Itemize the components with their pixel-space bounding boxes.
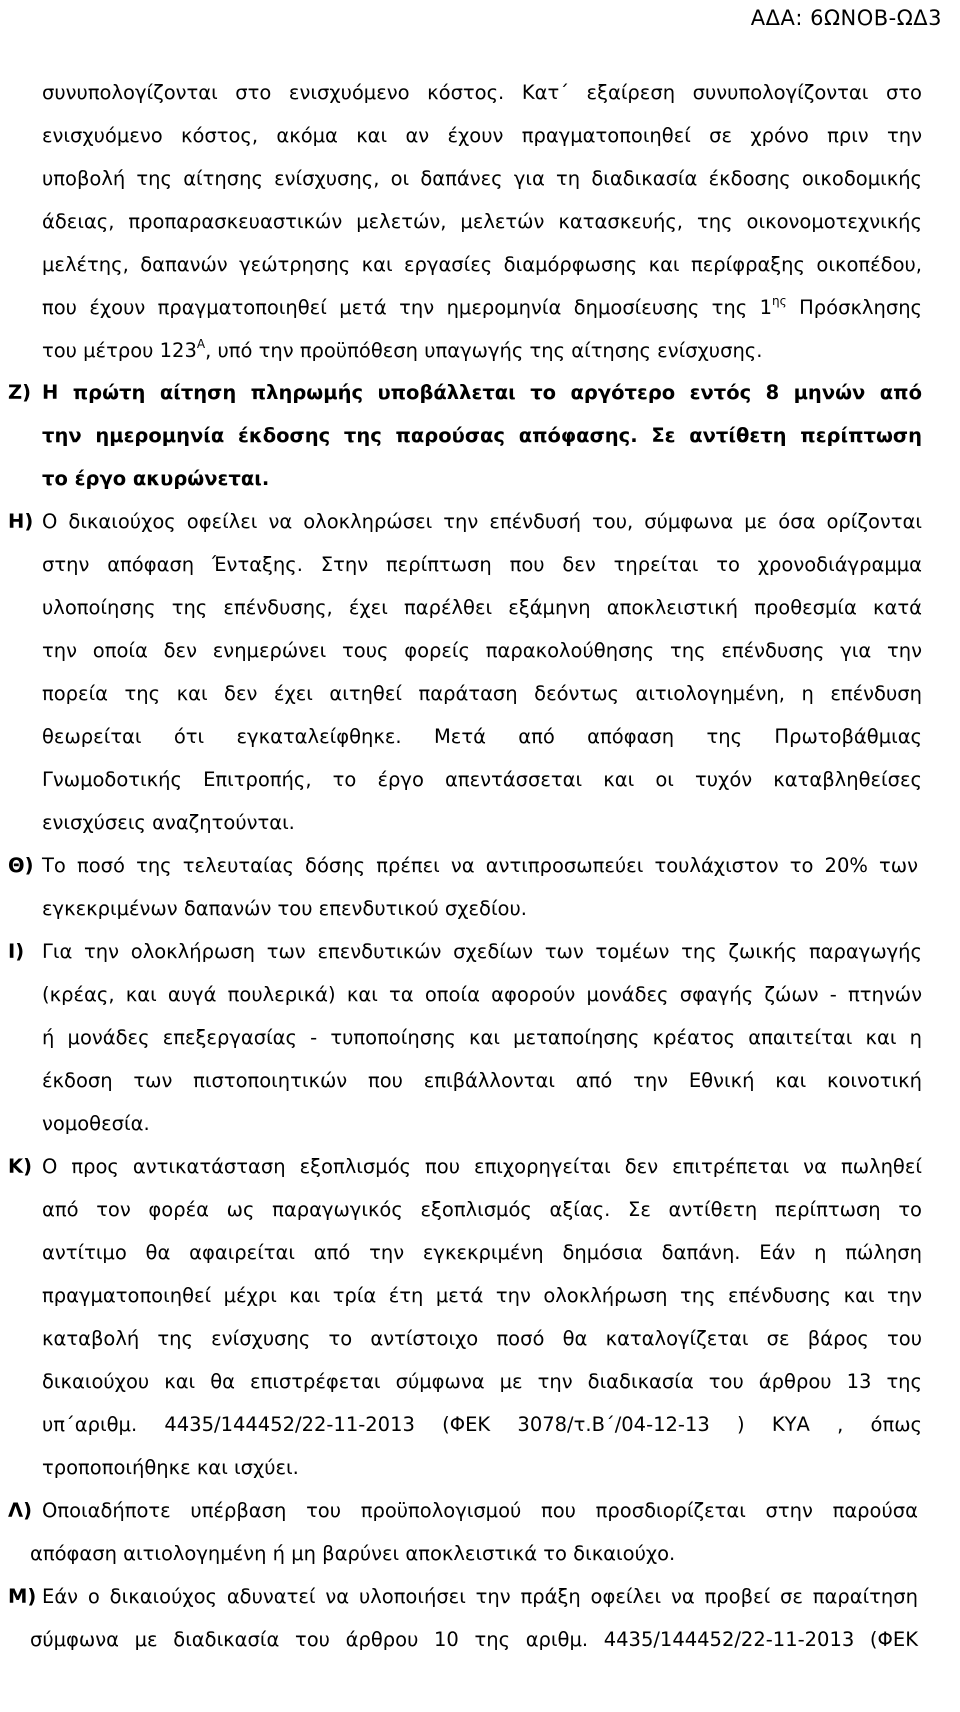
item-k-line-7: υπ΄αριθμ. 4435/144452/22-11-2013 (ΦΕΚ 3078/τ.Β΄/04-12-13 ) ΚΥΑ , όπως	[42, 1413, 922, 1436]
item-h-line-2: στην απόφαση Ένταξης. Στην περίπτωση που δεν τηρείται το χρονοδιάγραμμα	[42, 553, 922, 576]
item-th-label: Θ)	[8, 854, 34, 877]
item-th-line-2: εγκεκριμένων δαπανών του επενδυτικού σχεδίου.	[42, 897, 527, 920]
item-h-line-4: την οποία δεν ενημερώνει τους φορείς παρακολούθησης της επένδυσης για την	[42, 639, 922, 662]
item-z-line-1: Η πρώτη αίτηση πληρωμής υποβάλλεται το αργότερο εντός 8 μηνών από	[42, 381, 922, 404]
item-i-line-1: Για την ολοκλήρωση των επενδυτικών σχεδίων των τομέων της ζωικής παραγωγής	[42, 940, 922, 963]
item-h-label: Η)	[8, 510, 34, 533]
item-k-line-4: πραγματοποιηθεί μέχρι και τρία έτη μετά την ολοκλήρωση της επένδυσης και την	[42, 1284, 922, 1307]
intro-line-3: υποβολή της αίτησης ενίσχυσης, οι δαπάνες για τη διαδικασία έκδοσης οικοδομικής	[42, 167, 922, 190]
intro-line-7-sup: Α	[196, 337, 206, 351]
intro-line-7	[42, 338, 762, 364]
item-h-line-3: υλοποίησης της επένδυσης, έχει παρέλθει εξάμηνη αποκλειστική προθεσμία κατά	[42, 596, 922, 619]
item-z-line-3: το έργο ακυρώνεται.	[42, 467, 270, 490]
item-k-line-6: δικαιούχου και θα επιστρέφεται σύμφωνα με την διαδικασία του άρθρου 13 της	[42, 1370, 922, 1393]
item-k-line-8: τροποποιήθηκε και ισχύει.	[42, 1456, 299, 1479]
item-i-line-5: νομοθεσία.	[42, 1112, 150, 1135]
item-k-line-5: καταβολή της ενίσχυσης το αντίστοιχο ποσό θα καταλογίζεται σε βάρος του	[42, 1327, 922, 1350]
intro-line-2: ενισχυόμενο κόστος, ακόμα και αν έχουν πραγματοποιηθεί σε χρόνο πριν την	[42, 124, 922, 147]
item-l-label: Λ)	[8, 1499, 33, 1522]
intro-line-6	[42, 295, 922, 321]
item-z-line-2: την ημερομηνία έκδοσης της παρούσας απόφασης. Σε αντίθετη περίπτωση	[42, 424, 922, 447]
item-h-line-7: Γνωμοδοτικής Επιτροπής, το έργο απεντάσσεται και οι τυχόν καταβληθείσες	[42, 768, 922, 791]
item-i-line-4: έκδοση των πιστοποιητικών που επιβάλλονται από την Εθνική και κοινοτική	[42, 1069, 922, 1092]
intro-line-7-a: του μέτρου 123	[42, 339, 197, 362]
intro-line-1: συνυπολογίζονται στο ενισχυόμενο κόστος. Κατ΄ εξαίρεση συνυπολογίζονται στο	[42, 81, 922, 104]
intro-line-4: άδειας, προπαρασκευαστικών μελετών, μελετών κατασκευής, της οικονομοτεχνικής	[42, 210, 922, 233]
item-l-line-1: Οποιαδήποτε υπέρβαση του προϋπολογισμού που προσδιορίζεται στην παρούσα	[42, 1499, 918, 1522]
item-h-line-5: πορεία της και δεν έχει αιτηθεί παράταση δεόντως αιτιολογημένη, η επένδυση	[42, 682, 922, 705]
item-i-label: Ι)	[8, 940, 25, 963]
intro-line-5: μελέτης, δαπανών γεώτρησης και εργασίες διαμόρφωσης και περίφραξης οικοπέδου,	[42, 253, 922, 276]
item-h-line-6: θεωρείται ότι εγκαταλείφθηκε. Μετά από απόφαση της Πρωτοβάθμιας	[42, 725, 922, 748]
item-m-line-2: σύμφωνα με διαδικασία του άρθρου 10 της αριθμ. 4435/144452/22-11-2013 (ΦΕΚ	[30, 1628, 918, 1651]
intro-line-6-a: που έχουν πραγματοποιηθεί μετά την ημερομηνία δημοσίευσης της 1	[42, 296, 773, 319]
item-th-line-1: Το ποσό της τελευταίας δόσης πρέπει να αντιπροσωπεύει τουλάχιστον το 20% των	[42, 854, 918, 877]
intro-line-6-sup: ης	[772, 294, 787, 308]
item-k-line-3: αντίτιμο θα αφαιρείται από την εγκεκριμένη δημόσια δαπάνη. Εάν η πώληση	[42, 1241, 922, 1264]
item-m-line-1: Εάν ο δικαιούχος αδυνατεί να υλοποιήσει την πράξη οφείλει να προβεί σε παραίτηση	[42, 1585, 918, 1608]
item-h-line-1: Ο δικαιούχος οφείλει να ολοκληρώσει την επένδυσή του, σύμφωνα με όσα ορίζονται	[42, 510, 922, 533]
item-i-line-2: (κρέας, και αυγά πουλερικά) και τα οποία αφορούν μονάδες σφαγής ζώων - πτηνών	[42, 983, 922, 1006]
item-m-label: Μ)	[8, 1585, 37, 1608]
item-k-line-1: Ο προς αντικατάσταση εξοπλισμός που επιχορηγείται δεν επιτρέπεται να πωληθεί	[42, 1155, 922, 1178]
item-l-line-2: απόφαση αιτιολογημένη ή μη βαρύνει αποκλειστικά το δικαιούχο.	[30, 1542, 676, 1565]
item-h-line-8: ενισχύσεις αναζητούνται.	[42, 811, 295, 834]
intro-line-6-b: Πρόσκλησης	[786, 296, 922, 319]
item-i-line-3: ή μονάδες επεξεργασίας - τυποποίησης και μεταποίησης κρέατος απαιτείται και η	[42, 1026, 922, 1049]
item-z-label: Ζ)	[8, 381, 32, 404]
ada-code: ΑΔΑ: 6ΩΝΟΒ-ΩΔ3	[750, 6, 942, 30]
intro-line-7-b: , υπό την προϋπόθεση υπαγωγής της αίτησης ενίσχυσης.	[205, 339, 763, 362]
item-k-line-2: από τον φορέα ως παραγωγικός εξοπλισμός αξίας. Σε αντίθετη περίπτωση το	[42, 1198, 922, 1221]
item-k-label: Κ)	[8, 1155, 33, 1178]
